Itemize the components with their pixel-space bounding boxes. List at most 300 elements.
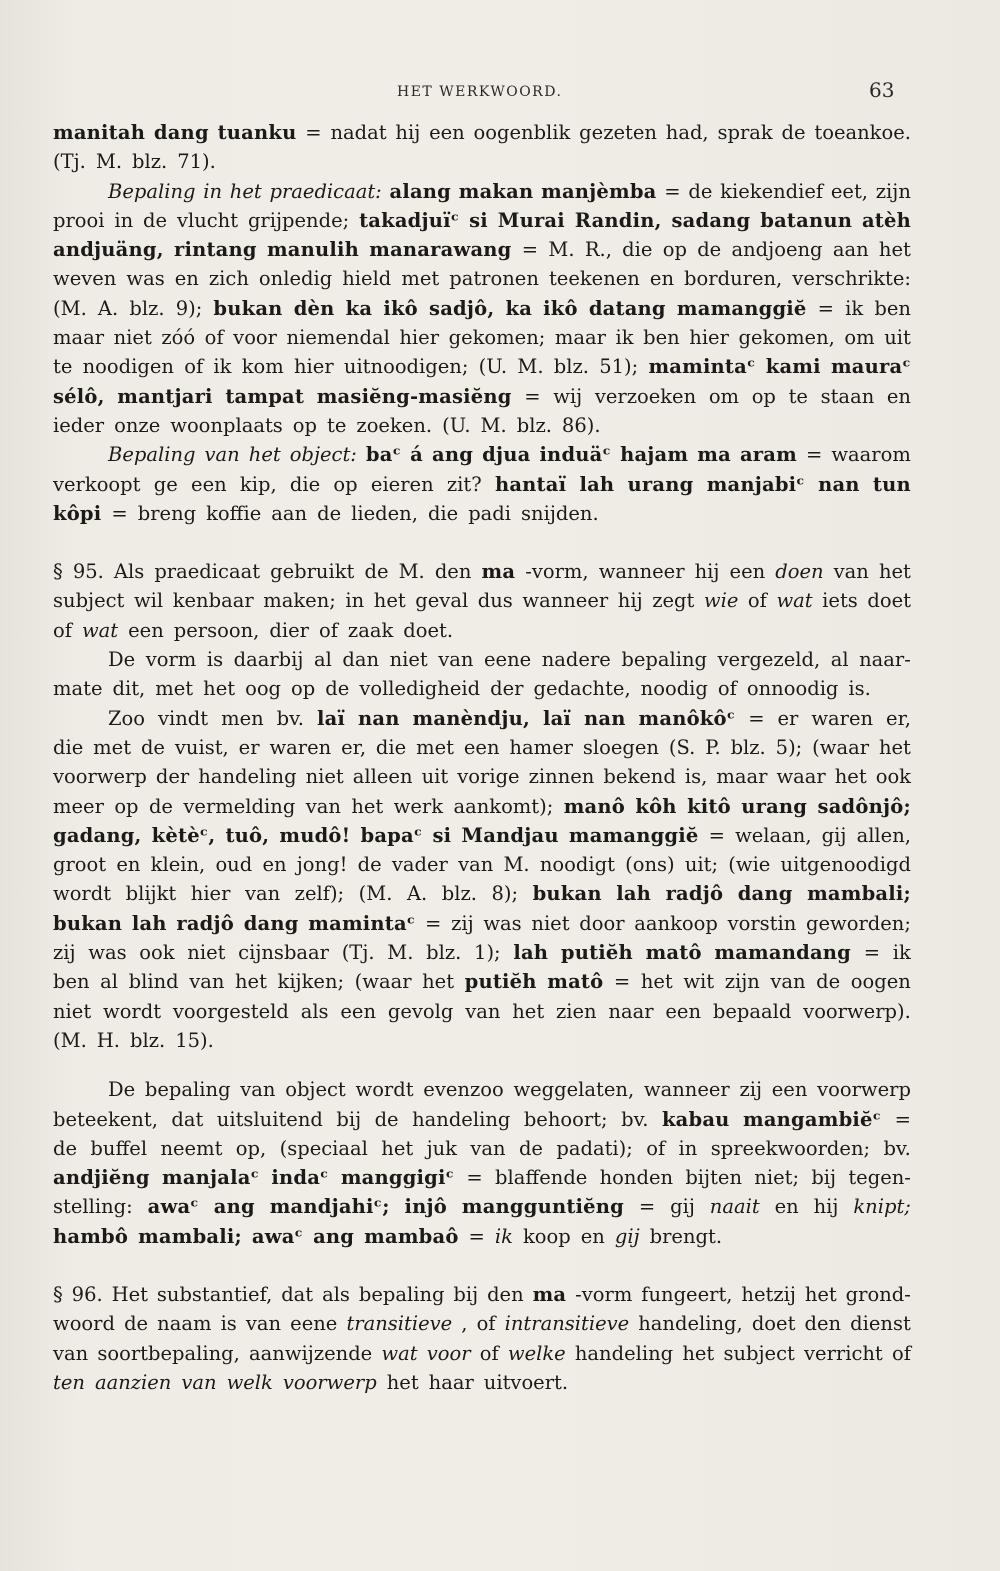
word: wij <box>553 384 583 408</box>
malay-word: putiĕh <box>560 941 633 965</box>
text-line <box>53 1283 911 1312</box>
malay-word: mamanggiĕ <box>676 296 807 320</box>
word: subject <box>53 589 125 613</box>
word: = <box>817 296 835 320</box>
malay-word: tuanku <box>217 121 297 144</box>
italic-word: transitieve <box>346 1312 453 1336</box>
word: niet <box>389 648 428 672</box>
word: om <box>708 384 740 408</box>
word: had, <box>665 121 709 144</box>
malay-word: kabau <box>661 1107 730 1131</box>
word: naam <box>157 1312 212 1336</box>
word: A. <box>406 882 428 906</box>
word: juk <box>426 1136 457 1160</box>
malay-word: ang <box>213 1195 255 1219</box>
word: waarom <box>831 443 911 467</box>
text-line <box>53 707 911 736</box>
malay-word: mangambiĕᶜ <box>743 1107 882 1131</box>
word: bv. <box>276 706 305 730</box>
word: nadat <box>330 121 387 144</box>
paragraph-gap <box>53 531 911 560</box>
word: persoon, <box>173 618 260 642</box>
word: verricht <box>804 1341 883 1365</box>
word: beteekent, <box>53 1107 158 1131</box>
word: blz. <box>516 413 552 437</box>
word: zij <box>739 1078 763 1102</box>
word: en <box>649 267 675 291</box>
word: oogen <box>850 970 911 994</box>
malay-word: dang <box>153 121 209 144</box>
malay-word: manarawang <box>369 238 512 262</box>
word: wit <box>683 970 715 994</box>
word: jong! <box>296 853 348 877</box>
word: ik <box>615 326 634 350</box>
word: dit, <box>112 677 146 701</box>
word: bekend <box>603 765 676 789</box>
text-line <box>53 912 911 941</box>
word: niet <box>53 999 92 1023</box>
word: = <box>638 1195 656 1219</box>
malay-word: hantaï <box>494 472 567 496</box>
word: of <box>204 326 224 350</box>
text-line <box>53 853 911 882</box>
word: hier <box>293 355 334 379</box>
word: of <box>184 355 204 379</box>
italic-word: in <box>203 179 223 203</box>
word: Zoo <box>108 706 146 730</box>
word: uitgenoodigd <box>780 853 911 877</box>
text-line <box>53 121 911 150</box>
word: iets <box>822 589 858 613</box>
word: (waar <box>812 735 870 759</box>
word: aankomt); <box>453 794 554 818</box>
word: de <box>697 238 722 262</box>
word: dan <box>342 648 380 672</box>
malay-word: mambaô <box>364 1224 459 1248</box>
word: toeankoe. <box>814 121 911 144</box>
text-line <box>53 238 911 267</box>
word: zij <box>53 941 76 965</box>
malay-word: ka <box>505 296 533 320</box>
word: zit? <box>446 472 482 496</box>
word: H. <box>96 1028 120 1052</box>
word: meer <box>53 794 104 818</box>
word: de <box>364 560 389 584</box>
word: het <box>386 1370 419 1394</box>
word: koffie <box>206 501 262 525</box>
italic-word: wat <box>776 589 813 613</box>
word: substantief, <box>156 1282 273 1306</box>
malay-word: makan <box>458 179 534 203</box>
word: kom <box>241 355 284 379</box>
text-line <box>53 267 911 296</box>
malay-word: atèh <box>861 208 911 232</box>
text-line <box>53 1166 911 1195</box>
word: naar <box>608 999 654 1023</box>
word: noodig <box>640 677 708 701</box>
malay-word: manulih <box>266 238 359 262</box>
word: men <box>221 706 264 730</box>
word: verschrikte: <box>792 267 911 291</box>
word: de <box>781 121 806 144</box>
word: niet; <box>754 1166 800 1190</box>
word: het <box>682 1341 715 1365</box>
word: een <box>729 560 766 584</box>
word: of <box>479 1341 499 1365</box>
word: oogenblik <box>473 121 571 144</box>
italic-word: van <box>181 1370 217 1394</box>
word: ook <box>875 765 911 789</box>
word: lieden, <box>351 501 418 525</box>
word: werk <box>393 794 444 818</box>
word: ook <box>139 941 175 965</box>
malay-word: putiĕh <box>464 970 537 994</box>
word: waar <box>776 765 826 789</box>
word: eet, <box>830 179 869 203</box>
malay-word: manjabiᶜ <box>706 472 805 496</box>
word: verkoopt <box>53 472 141 496</box>
word: = <box>305 121 322 144</box>
text-line <box>53 297 911 326</box>
word: = <box>863 941 881 965</box>
word: 15). <box>175 1028 214 1052</box>
word: bv. <box>883 1136 911 1160</box>
word: is, <box>684 765 708 789</box>
word: = <box>466 1166 483 1190</box>
word: eene <box>290 1312 338 1336</box>
word: bepaling <box>358 1282 445 1306</box>
word: het <box>203 677 236 701</box>
text-line <box>53 1137 911 1166</box>
word: er <box>238 735 260 759</box>
word: 95. <box>72 560 104 584</box>
malay-word: mambali; <box>138 1224 242 1248</box>
word: een <box>771 1078 808 1102</box>
word: gij <box>821 823 847 847</box>
word: wanneer <box>598 560 685 584</box>
word: hier <box>190 882 231 906</box>
text-line <box>53 1225 911 1254</box>
text-line <box>53 355 911 384</box>
malay-word: tampat <box>225 384 305 408</box>
word: staan <box>820 384 875 408</box>
malay-word: indaᶜ <box>271 1166 329 1190</box>
text-line <box>53 1312 911 1341</box>
word: onledig <box>258 267 333 291</box>
word: blz. <box>130 1028 166 1052</box>
word: van <box>458 853 494 877</box>
word: onnoodig <box>746 677 839 701</box>
text-line <box>53 1029 911 1058</box>
italic-word: gij <box>614 1224 640 1248</box>
word: andjoeng <box>731 238 823 262</box>
word: hier <box>689 326 729 350</box>
word: vlucht <box>176 208 239 232</box>
word: er, <box>341 735 367 759</box>
word: blz. <box>426 941 462 965</box>
word: op, <box>235 1136 267 1160</box>
malay-word: awaᶜ <box>251 1224 304 1248</box>
word: weggelaten, <box>513 1078 635 1102</box>
word: daarbij <box>233 648 304 672</box>
italic-word: welk <box>226 1370 273 1394</box>
word: evenzoo <box>423 1078 504 1102</box>
malay-word: dang <box>737 882 793 906</box>
malay-word: ma <box>481 560 516 584</box>
text-line <box>53 560 911 589</box>
word: zelf); <box>294 882 345 906</box>
word: of <box>646 1136 666 1160</box>
malay-word: kôh <box>635 794 677 818</box>
word: padati); <box>556 1136 633 1160</box>
word: gij <box>670 1195 695 1219</box>
word: bij <box>811 1166 837 1190</box>
word: in <box>678 1136 698 1160</box>
running-head <box>0 78 1000 108</box>
word: = <box>805 443 823 467</box>
word: groot <box>53 853 107 877</box>
word: § <box>53 1282 63 1306</box>
malay-word: ikô <box>383 296 418 320</box>
word: een <box>429 121 465 144</box>
word: het <box>804 1282 837 1306</box>
word: = <box>111 501 128 525</box>
malay-word: nan <box>584 706 626 730</box>
word: met <box>155 677 194 701</box>
word: wanneer <box>643 1078 730 1102</box>
malay-word: djua <box>482 443 531 467</box>
word: = <box>894 1107 911 1131</box>
word: -vorm, <box>525 560 589 584</box>
word: in <box>345 589 365 613</box>
text-line <box>53 677 911 706</box>
word: te <box>53 355 73 379</box>
malay-word: ka <box>345 296 373 320</box>
word: 9); <box>175 296 203 320</box>
malay-word: baᶜ <box>365 443 402 467</box>
word: M. <box>517 355 544 379</box>
word: De <box>108 648 136 672</box>
word: gekomen, <box>738 326 835 350</box>
word: honden <box>599 1166 674 1190</box>
word: geworden; <box>805 911 911 935</box>
malay-word: lah <box>579 472 615 496</box>
text-line <box>53 824 911 853</box>
word: blz. <box>441 882 477 906</box>
word: kijken; <box>277 970 345 994</box>
malay-word: manôkôᶜ <box>638 706 736 730</box>
malay-word: kôpi <box>53 501 102 525</box>
italic-word: naait <box>709 1195 760 1219</box>
word: er, <box>886 706 911 730</box>
word: van <box>465 999 501 1023</box>
word: onze <box>114 413 161 437</box>
word: een <box>340 999 377 1023</box>
malay-word: radjô <box>176 911 234 935</box>
malay-word: induäᶜ <box>539 443 612 467</box>
word: gedachte, <box>533 677 631 701</box>
malay-word: sadjô, <box>429 296 495 320</box>
word: weven <box>53 267 117 291</box>
word: dienst <box>850 1312 911 1336</box>
malay-word: mudô! <box>279 823 351 847</box>
word: als <box>300 999 329 1023</box>
word: kip, <box>239 472 277 496</box>
word: 86). <box>561 413 601 437</box>
word: als <box>322 1282 350 1306</box>
word: (M. <box>53 296 87 320</box>
malay-word: mamintaᶜ <box>648 355 756 379</box>
malay-word: kami <box>765 355 821 379</box>
word: fungeert, <box>641 1282 733 1306</box>
word: of <box>476 1312 496 1336</box>
word: niet <box>305 765 344 789</box>
word: of <box>891 1341 911 1365</box>
word: van <box>244 882 281 906</box>
word: het <box>512 999 545 1023</box>
italic-word: ten <box>53 1370 85 1394</box>
word: noodigen <box>82 355 174 379</box>
word: voorwerp <box>817 1078 911 1102</box>
word: hij <box>395 121 421 144</box>
malay-word: ikô <box>543 296 578 320</box>
word: bijten <box>685 1166 743 1190</box>
word: dier <box>269 618 309 642</box>
italic-word: wie <box>703 589 739 613</box>
paragraph-gap <box>53 1058 911 1078</box>
word: doet <box>867 589 911 613</box>
malay-word: mamandang <box>714 941 851 965</box>
word: de <box>325 677 350 701</box>
word: bepaald <box>712 999 792 1023</box>
italic-word: intransitieve <box>504 1312 630 1336</box>
word: waren <box>811 706 874 730</box>
text-line <box>53 385 911 414</box>
text-line <box>53 941 911 970</box>
word: buffel <box>90 1136 148 1160</box>
word: dat <box>281 1282 314 1306</box>
word: bepaling <box>621 648 707 672</box>
malay-word: tun <box>872 472 911 496</box>
italic-word: het <box>248 443 281 467</box>
word: hield <box>342 267 392 291</box>
text-line <box>53 1000 911 1029</box>
malay-word: ang <box>313 1224 355 1248</box>
word: de <box>148 794 173 818</box>
word: op <box>662 238 687 262</box>
text-line <box>53 795 911 824</box>
word: bij <box>336 1107 362 1131</box>
word: zinnen <box>528 765 595 789</box>
word: zegt <box>652 589 695 613</box>
malay-word: sadang <box>671 208 751 232</box>
word: A. <box>97 296 119 320</box>
malay-word: urang <box>627 472 694 496</box>
word: ben <box>643 326 680 350</box>
word: van <box>470 1136 506 1160</box>
italic-word: Bepaling <box>108 179 196 203</box>
malay-word: matô <box>547 970 604 994</box>
malay-word: nan <box>818 472 860 496</box>
malay-word: kètèᶜ, <box>151 823 216 847</box>
word: kiekendief <box>720 179 824 203</box>
word: doet <box>751 1312 796 1336</box>
word: is <box>220 1312 237 1336</box>
word: hij <box>617 589 643 613</box>
word: volledigheid <box>359 677 481 701</box>
word: maar <box>716 765 768 789</box>
word: (M. <box>53 1028 87 1052</box>
word: van <box>245 1312 282 1336</box>
word: wanneer <box>522 589 609 613</box>
word: = <box>708 823 725 847</box>
word: geval <box>415 589 469 613</box>
word: en <box>580 1224 605 1248</box>
word: hij <box>813 1195 839 1219</box>
word: die <box>375 735 407 759</box>
word: der <box>490 677 524 701</box>
word: den <box>434 560 472 584</box>
word: (S. <box>668 735 696 759</box>
malay-word: manjalaᶜ <box>162 1166 260 1190</box>
word: het <box>878 238 911 262</box>
word: brengt. <box>649 1224 723 1248</box>
malay-word: si <box>469 208 488 232</box>
word: van <box>770 970 806 994</box>
word: op <box>114 794 139 818</box>
word: der <box>155 765 190 789</box>
word: = <box>425 911 442 935</box>
malay-word: sadônjô; <box>817 794 911 818</box>
word: allen, <box>856 823 911 847</box>
text-line <box>53 1108 911 1137</box>
text-line <box>53 180 911 209</box>
text-line <box>53 443 911 472</box>
word: alleen <box>352 765 413 789</box>
word: (ons) <box>625 853 675 877</box>
word: aan <box>271 501 308 525</box>
text-line <box>53 209 911 238</box>
malay-word: urang <box>741 794 808 818</box>
word: ge <box>153 472 178 496</box>
word: haar <box>428 1370 474 1394</box>
word: zaak <box>347 618 394 642</box>
word: op <box>333 472 358 496</box>
word: uit; <box>684 853 719 877</box>
text-line <box>53 473 911 502</box>
word: ik <box>845 296 864 320</box>
word: 71). <box>177 150 216 174</box>
word: zijn <box>875 179 911 203</box>
word: 5); <box>775 735 803 759</box>
italic-word: aanzien <box>94 1370 172 1394</box>
word: de <box>688 179 713 203</box>
word: gevolg <box>387 999 454 1023</box>
malay-word: Murai <box>497 208 565 232</box>
word: cijnsbaar <box>238 941 329 965</box>
word: subject <box>723 1341 795 1365</box>
word: al <box>830 648 849 672</box>
word: op <box>291 677 316 701</box>
word: het <box>640 970 673 994</box>
word: -vorm <box>575 1282 633 1306</box>
word: object <box>285 1078 346 1102</box>
word: die <box>622 238 653 262</box>
malay-word: mangguntiĕng <box>461 1195 624 1219</box>
malay-word: injô <box>404 1195 447 1219</box>
word: vader <box>391 853 448 877</box>
word: er <box>777 706 799 730</box>
